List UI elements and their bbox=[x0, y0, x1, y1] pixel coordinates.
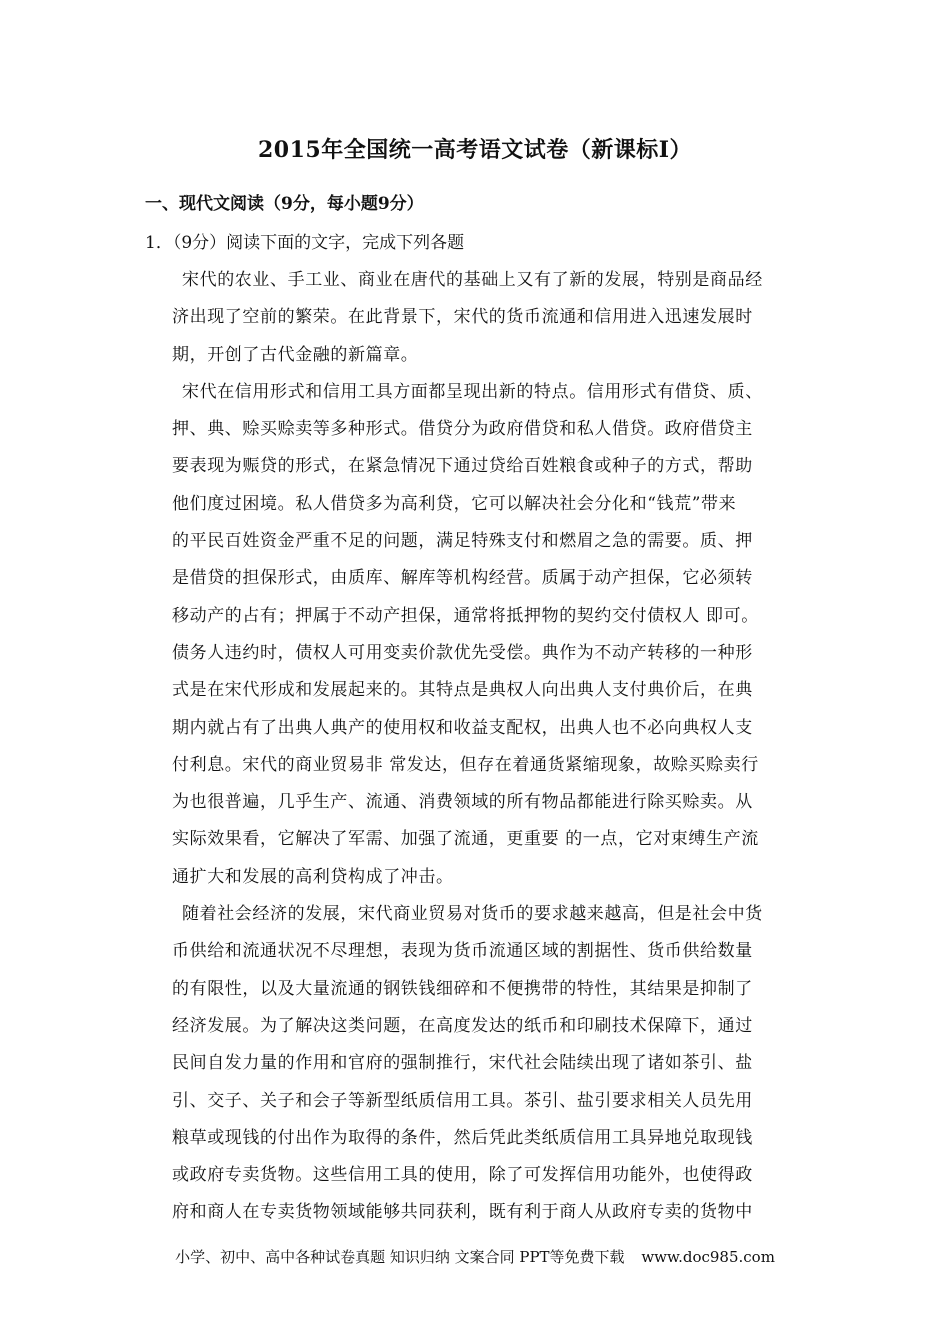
passage-line: 实际效果看，它解决了军需、加强了流通，更重要 的一点，它对束缚生产流 bbox=[172, 829, 759, 850]
reading-passage bbox=[172, 262, 812, 1232]
passage-line: 民间自发力量的作用和官府的强制推行，宋代社会陆续出现了诸如茶引、盐 bbox=[172, 1053, 753, 1074]
passage-line: 期，开创了古代金融的新篇章。 bbox=[172, 344, 419, 365]
passage-line: 宋代在信用形式和信用工具方面都呈现出新的特点。信用形式有借贷、质、 bbox=[182, 381, 763, 402]
passage-line: 付利息。宋代的商业贸易非 常发达，但存在着通货紧缩现象，故赊买赊卖行 bbox=[172, 754, 759, 775]
passage-line: 宋代的农业、手工业、商业在唐代的基础上又有了新的发展，特别是商品经 bbox=[182, 270, 763, 290]
passage-line: 的平民百姓资金严重不足的问题，满足特殊支付和燃眉之急的需要。质、押 bbox=[172, 531, 753, 552]
passage-line: 府和商人在专卖货物领域能够共同获利，既有利于商人从政府专卖的货物中 bbox=[172, 1202, 753, 1223]
document-title: 2015年全国统一高考语文试卷（新课标Ⅰ） bbox=[257, 137, 693, 163]
passage-line: 移动产的占有；押属于不动产担保，通常将抵押物的契约交付债权人 即可。 bbox=[172, 605, 759, 626]
footer-text: 小学、初中、高中各种试卷真题 知识归纳 文案合同 PPT等免费下载 bbox=[175, 1248, 625, 1266]
passage-line: 为也很普遍，几乎生产、流通、消费领域的所有物品都能进行除买赊卖。从 bbox=[172, 792, 753, 813]
passage-line: 式是在宋代形成和发展起来的。其特点是典权人向出典人支付典价后，在典 bbox=[172, 680, 753, 701]
passage-line: 粮草或现钱的付出作为取得的条件，然后凭此类纸质信用工具异地兑取现钱 bbox=[172, 1127, 753, 1148]
passage-line: 随着社会经济的发展，宋代商业贸易对货币的要求越来越高，但是社会中货 bbox=[182, 904, 763, 925]
passage-line: 济出现了空前的繁荣。在此背景下，宋代的货币流通和信用进入迅速发展时 bbox=[172, 307, 753, 328]
passage-line: 期内就占有了出典人典产的使用权和收益支配权，出典人也不必向典权人支 bbox=[172, 717, 753, 738]
passage-line: 要表现为赈贷的形式，在紧急情况下通过贷给百姓粮食或种子的方式，帮助 bbox=[172, 456, 753, 477]
passage-line: 引、交子、关子和会子等新型纸质信用工具。茶引、盐引要求相关人员先用 bbox=[172, 1090, 753, 1111]
section-heading: 一、现代文阅读（9分，每小题9分） bbox=[145, 194, 424, 214]
passage-line: 押、典、赊买赊卖等多种形式。借贷分为政府借贷和私人借贷。政府借贷主 bbox=[172, 419, 753, 440]
passage-line: 债务人违约时，债权人可用变卖价款优先受偿。典作为不动产转移的一种形 bbox=[172, 642, 753, 663]
question-prompt: 1．（9分）阅读下面的文字，完成下列各题 bbox=[145, 233, 465, 253]
passage-line: 的有限性，以及大量流通的钢铁钱细碎和不便携带的特性，其结果是抑制了 bbox=[172, 978, 753, 999]
passage-line: 币供给和流通状况不尽理想，表现为货币流通区域的割据性、货币供给数量 bbox=[172, 941, 753, 962]
passage-line: 是借贷的担保形式，由质库、解库等机构经营。质属于动产担保，它必须转 bbox=[172, 568, 753, 589]
passage-line: 或政府专卖货物。这些信用工具的使用，除了可发挥信用功能外，也使得政 bbox=[172, 1165, 753, 1186]
passage-line: 他们度过困境。私人借贷多为高利贷，它可以解决社会分化和“钱荒”带来 bbox=[172, 493, 737, 514]
passage-line: 通扩大和发展的高利贷构成了冲击。 bbox=[172, 866, 454, 887]
passage-line: 经济发展。为了解决这类问题，在高度发达的纸币和印刷技术保障下，通过 bbox=[172, 1015, 753, 1036]
footer-url-link[interactable]: www.doc985.com bbox=[641, 1248, 775, 1266]
page-footer bbox=[0, 1246, 950, 1267]
